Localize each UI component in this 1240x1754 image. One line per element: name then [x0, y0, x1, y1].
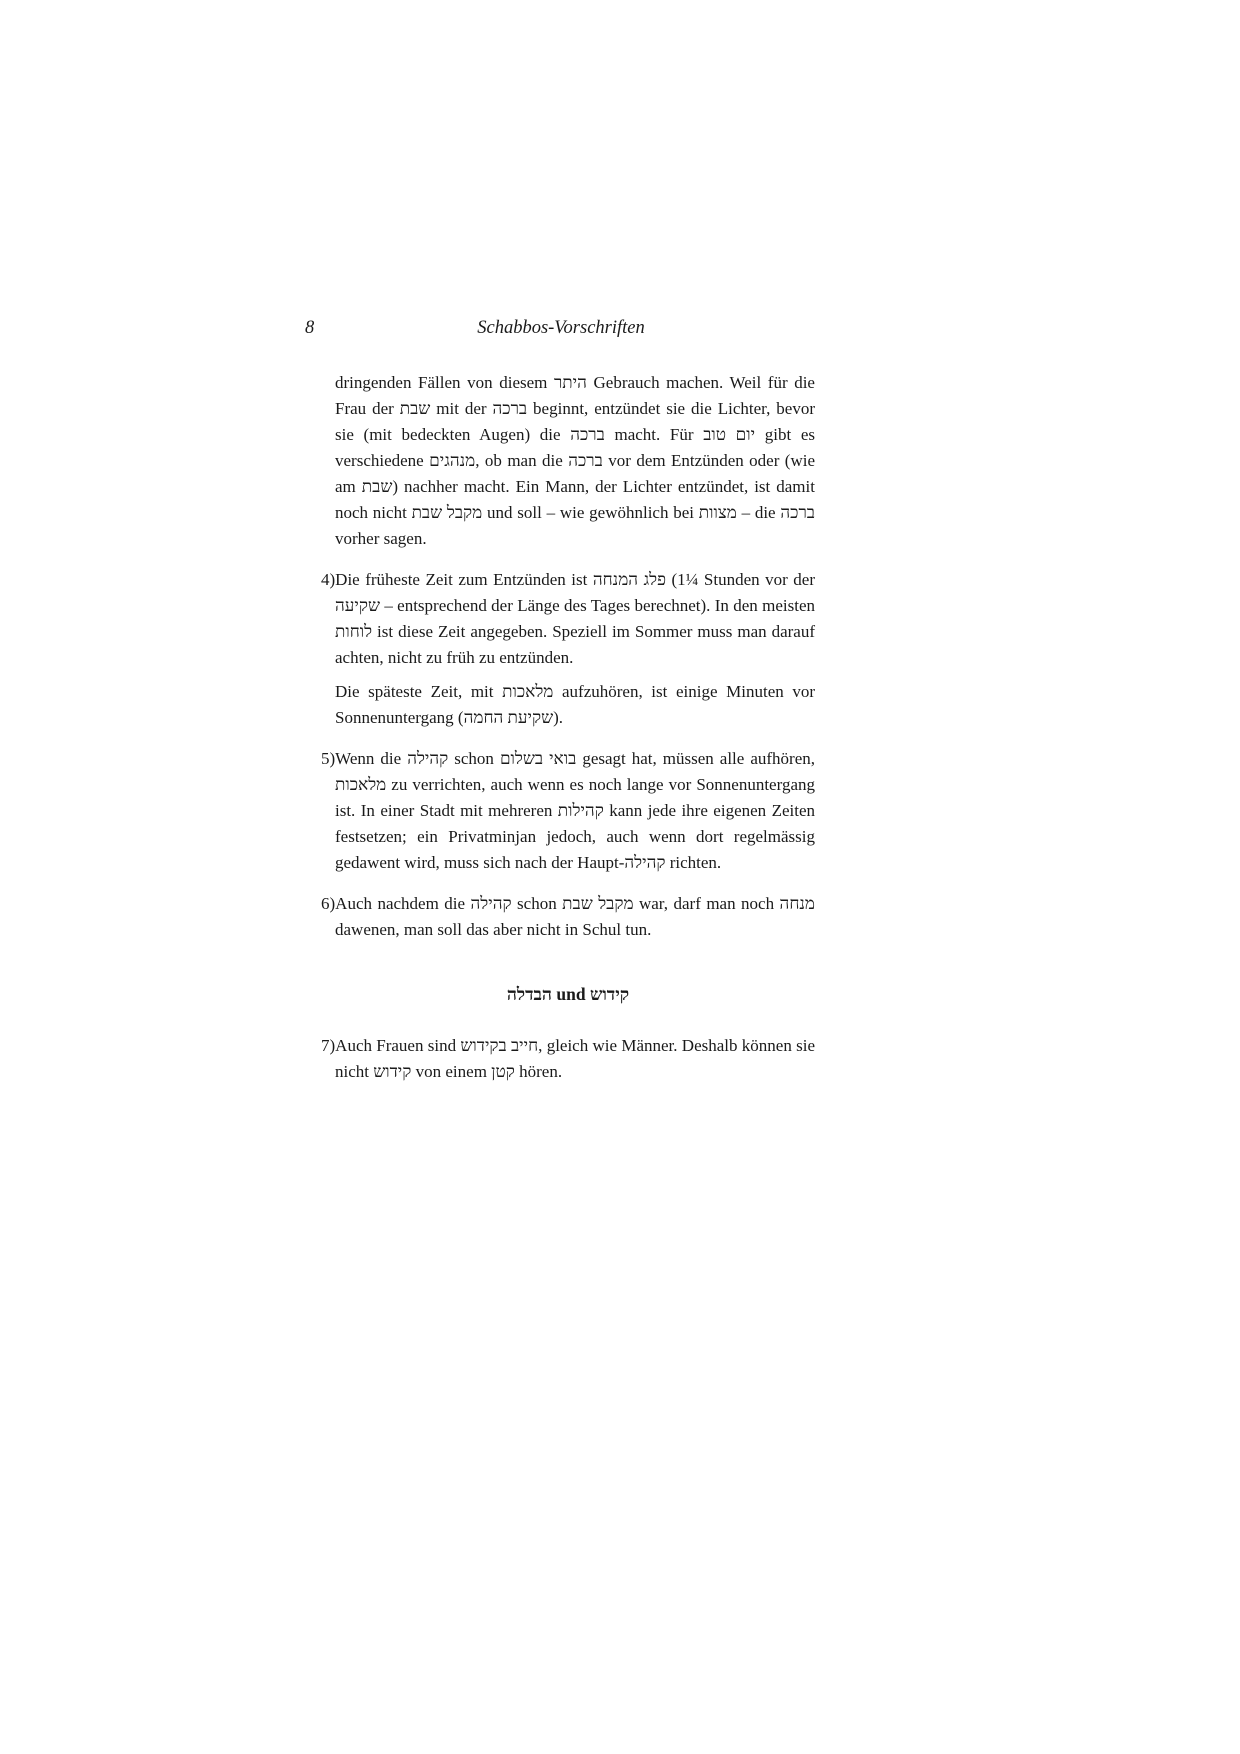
paragraph-text: Die späteste Zeit, mit מלאכות aufzuhören, ist einige Minuten vor Sonnenuntergang (שקיעת החמה). — [335, 682, 816, 727]
paragraph-text: Wenn die קהילה schon בואי בשלום gesagt hat, müssen alle aufhören, מלאכות zu verrichten, auch wenn es noch lange vor Sonnenuntergang ist. In einer Stadt mit mehreren קהילות kann jede ihre eigenen Zeiten festsetzen; ein Privatminjan jedoch, auch wenn dort regelmässig gedawent wird, muss sich nach der Haupt-קהילה richten. — [335, 749, 815, 872]
paragraph-4-number: 4) — [321, 570, 336, 589]
paragraph-4 — [321, 567, 815, 671]
paragraph-6 — [321, 891, 815, 943]
paragraph-7 — [321, 1033, 815, 1085]
paragraph-text: Die früheste Zeit zum Entzünden ist פלג המנחה (1¼ Stunden vor der שקיעה – entsprechend der Länge des Tages berechnet). In den meisten לוחות ist diese Zeit angegeben. Speziell im Sommer muss man darauf achten, nicht zu früh zu entzünden. — [335, 570, 815, 667]
paragraph-5-number: 5) — [321, 749, 336, 768]
page-number: 8 — [305, 318, 315, 338]
paragraph-text: dringenden Fällen von diesem היתר Gebrauch machen. Weil für die Frau der שבת mit der ברכה beginnt, entzündet sie die Lichter, bevor sie (mit bedeckten Augen) die ברכה macht. Für יום טוב gibt es verschiedene מנהגים, ob man die ברכה vor dem Entzünden oder (wie am שבת) nachher macht. Ein Mann, der Lichter entzündet, ist damit noch nicht מקבל שבת und soll – wie gewöhnlich bei מצוות – die ברכה vorher sagen. — [335, 373, 816, 548]
paragraph-text: Auch nachdem die קהילה schon מקבל שבת war, darf man noch מנחה dawenen, man soll das aber nicht in Schul tun. — [335, 894, 815, 939]
paragraph-7-number: 7) — [321, 1036, 336, 1055]
paragraph-text: Auch Frauen sind חייב בקידוש, gleich wie Männer. Deshalb können sie nicht קידוש von einem קטן hören. — [335, 1036, 815, 1081]
section-heading: הבדלה und קידוש — [506, 984, 630, 1004]
running-header — [305, 316, 817, 340]
running-title: Schabbos-Vorschriften — [477, 318, 645, 338]
paragraph-5 — [321, 746, 815, 876]
paragraph-continuation — [335, 370, 815, 552]
paragraph-4-continuation — [335, 679, 815, 731]
paragraph-6-number: 6) — [321, 894, 336, 913]
text-column — [321, 370, 815, 1085]
